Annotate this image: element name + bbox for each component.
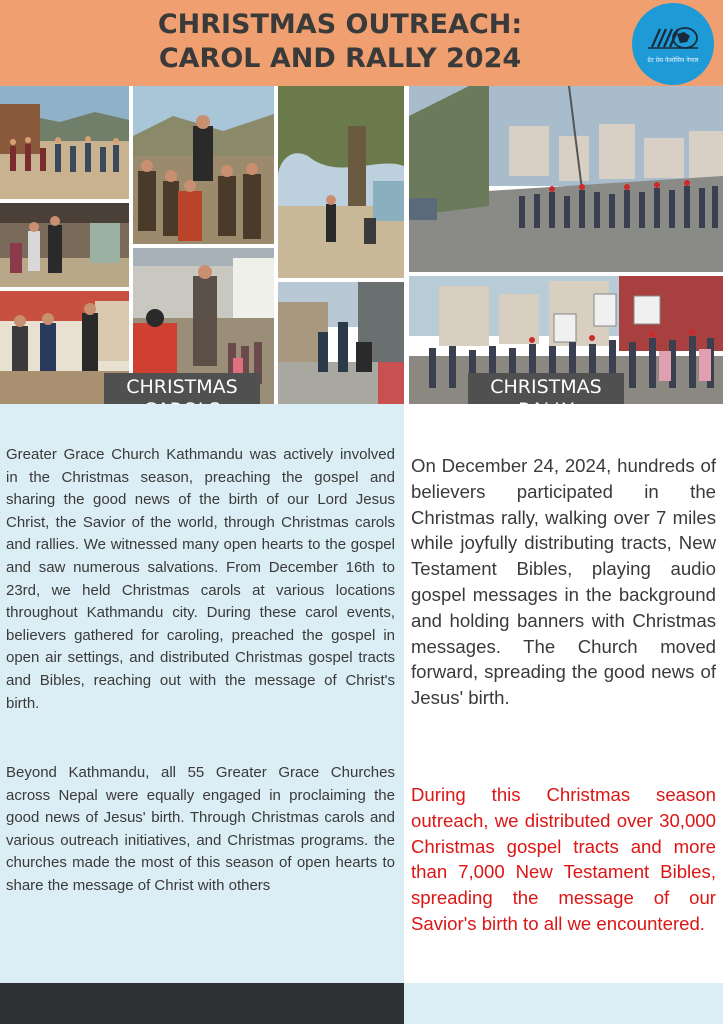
page-title xyxy=(0,8,680,76)
title-line-2: CAROL AND RALLY 2024 xyxy=(158,43,522,74)
rally-photo-road-march xyxy=(409,86,723,272)
footer-bar-dark xyxy=(0,983,404,1024)
logo-caption: ग्रेट ग्रेस फेलोसिप नेपाल xyxy=(647,57,699,64)
carol-photo-road-tree xyxy=(278,86,404,278)
carol-photo-street-group xyxy=(0,86,129,199)
church-logo xyxy=(632,3,714,85)
footer-bar-light xyxy=(404,983,723,1024)
carol-photo-preacher-hill xyxy=(133,86,274,244)
header-banner xyxy=(0,0,723,86)
carol-photo-indoor xyxy=(0,203,129,287)
carols-label-line-1: CHRISTMAS xyxy=(126,376,238,398)
rally-paragraph-1: On December 24, 2024, hundreds of believers participated in the Christmas rally, walking over 7 miles while joyfully distributing tracts, New Testament Bibles, playing audio gospel messages in the background and holding banners with Christmas messages. The Church moved forward, spreading the good news of Jesus' birth. xyxy=(411,455,716,709)
carols-paragraph-2: Beyond Kathmandu, all 55 Greater Grace Churches across Nepal were equally engaged in proclaiming the good news of Jesus' birth. Through Christmas carols and various outreach initiatives, and Christmas programs. the churches made the most of this season of open hearts to share the message of Christ with others xyxy=(6,764,395,894)
photo-collage xyxy=(0,86,723,404)
globe-logo-icon xyxy=(632,3,714,85)
rally-highlight-paragraph: During this Christmas season outreach, we distributed over 30,000 Christmas gospel tracts and more than 7,000 New Testament Bibles, spreading the message of our Savior's birth to all we encountered. xyxy=(411,784,716,934)
title-line-1: CHRISTMAS OUTREACH: xyxy=(157,9,523,40)
rally-label-line-1: CHRISTMAS xyxy=(490,376,602,398)
carol-photo-street-stall xyxy=(278,282,404,404)
carols-paragraph-1: Greater Grace Church Kathmandu was actively involved in the Christmas season, preaching the gospel and sharing the good news of the birth of our Lord Jesus Christ, the Savior of the world, through Christmas carols and rallies. We witnessed many open hearts to the gospel and saw numerous salvations. From December 16th to 23rd, we held Christmas carols at various locations throughout Kathmandu city. During these carol events, believers gathered for caroling, preached the gospel in open air settings, and distributed Christmas gospel tracts and Bibles, reaching out with the message of Christ's birth. xyxy=(6,446,395,712)
